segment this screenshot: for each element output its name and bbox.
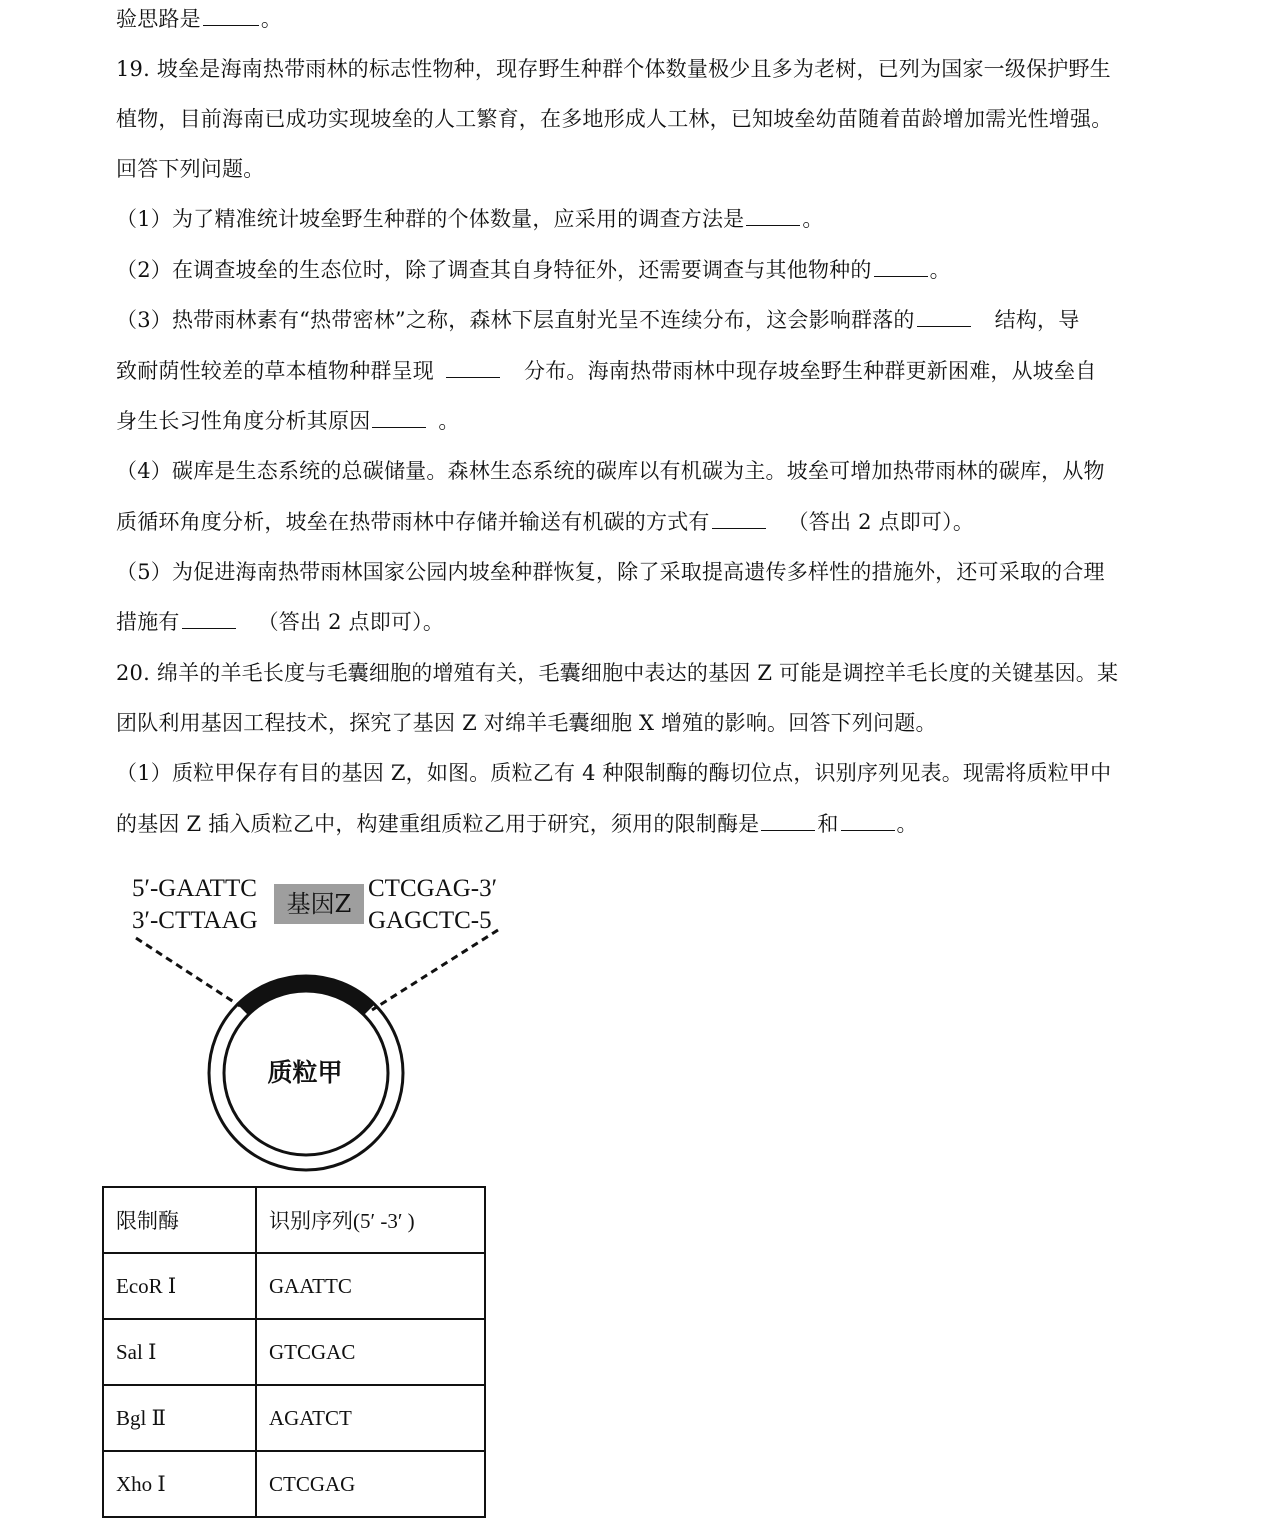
line-text: （1）质粒甲保存有目的基因 Z，如图。质粒乙有 4 种限制酶的酶切位点，识别序列见表。现需将质粒甲中 (116, 761, 1112, 785)
line-text: （答出 2 点即可）。 (787, 510, 975, 534)
restriction-enzyme-table (102, 1186, 486, 1518)
sequence-right-top: CTCGAG-3′ (368, 875, 498, 902)
line-text: 的基因 Z 插入质粒乙中，构建重组质粒乙用于研究，须用的限制酶是 (116, 812, 760, 836)
line-text: （5）为促进海南热带雨林国家公园内坡垒种群恢复，除了采取提高遗传多样性的措施外，还可采取的合理 (116, 560, 1105, 584)
plasmid-label: 质粒甲 (267, 1058, 343, 1087)
dashed-guide-right (372, 930, 498, 1010)
recognition-sequence: CTCGAG (256, 1451, 485, 1517)
recognition-sequence: GTCGAC (256, 1319, 485, 1385)
header-cell: 限制酶 (103, 1187, 256, 1253)
line-text: 和 (817, 812, 839, 836)
line-text: 。 (929, 258, 951, 282)
line-text: 回答下列问题。 (116, 157, 265, 181)
line-text: 身生长习性角度分析其原因 (116, 409, 371, 433)
line-text: 。 (260, 7, 283, 31)
recognition-sequence: GAATTC (256, 1253, 485, 1319)
line-text: （1）为了精准统计坡垒野生种群的个体数量，应采用的调查方法是 (116, 207, 745, 231)
gene-z-label: 基因Z (274, 884, 364, 924)
table-row (103, 1319, 485, 1385)
enzyme-name: Xho Ⅰ (103, 1451, 256, 1517)
line-text: （4）碳库是生态系统的总碳储量。森林生态系统的碳库以有机碳为主。坡垒可增加热带雨林的碳库，从物 (116, 459, 1105, 483)
line-text: （3）热带雨林素有“热带密林”之称，森林下层直射光呈不连续分布，这会影响群落的 (116, 308, 915, 332)
line-text: 验思路是 (116, 7, 201, 31)
sequence-right-bottom: GAGCTC-5 (368, 907, 492, 934)
line-text: 。 (438, 409, 460, 433)
table-header-row (103, 1187, 485, 1253)
enzyme-name: EcoR Ⅰ (103, 1253, 256, 1319)
line-text: 措施有 (116, 610, 180, 634)
line-text: 。 (896, 812, 918, 836)
table-row (103, 1451, 485, 1517)
enzyme-name: Bgl Ⅱ (103, 1385, 256, 1451)
line-text: 结构，导 (994, 308, 1080, 332)
line-text: （答出 2 点即可）。 (257, 610, 445, 634)
dashed-guide-left (136, 938, 240, 1006)
line-text: 植物，目前海南已成功实现坡垒的人工繁育，在多地形成人工林，已知坡垒幼苗随着苗龄增加需光性增强。 (116, 107, 1113, 131)
recognition-sequence: AGATCT (256, 1385, 485, 1451)
table-row (103, 1385, 485, 1451)
sequence-left-bottom: 3′-CTTAAG (132, 907, 258, 934)
line-text: 致耐荫性较差的草本植物种群呈现 (116, 359, 434, 383)
line-text: 团队利用基因工程技术，探究了基因 Z 对绵羊毛囊细胞 X 增殖的影响。回答下列问题。 (116, 711, 937, 735)
gene-z-segment (237, 976, 374, 1015)
line-text: 20. 绵羊的羊毛长度与毛囊细胞的增殖有关，毛囊细胞中表达的基因 Z 可能是调控羊毛长度的关键基因。某 (116, 661, 1119, 685)
line-text: 质循环角度分析，坡垒在热带雨林中存储并输送有机碳的方式有 (116, 510, 710, 534)
line-text: 19. 坡垒是海南热带雨林的标志性物种，现存野生种群个体数量极少且多为老树，已列为国家一级保护野生 (116, 57, 1111, 81)
sequence-left-top: 5′-GAATTC (132, 875, 257, 902)
line-text: （2）在调查坡垒的生态位时，除了调查其自身特征外，还需要调查与其他物种的 (116, 258, 872, 282)
table-row (103, 1253, 485, 1319)
header-cell: 识别序列(5′ -3′ ) (256, 1187, 485, 1253)
line-text: 分布。海南热带雨林中现存坡垒野生种群更新困难，从坡垒自 (524, 359, 1097, 383)
enzyme-name: Sal Ⅰ (103, 1319, 256, 1385)
line-text: 。 (802, 207, 824, 231)
